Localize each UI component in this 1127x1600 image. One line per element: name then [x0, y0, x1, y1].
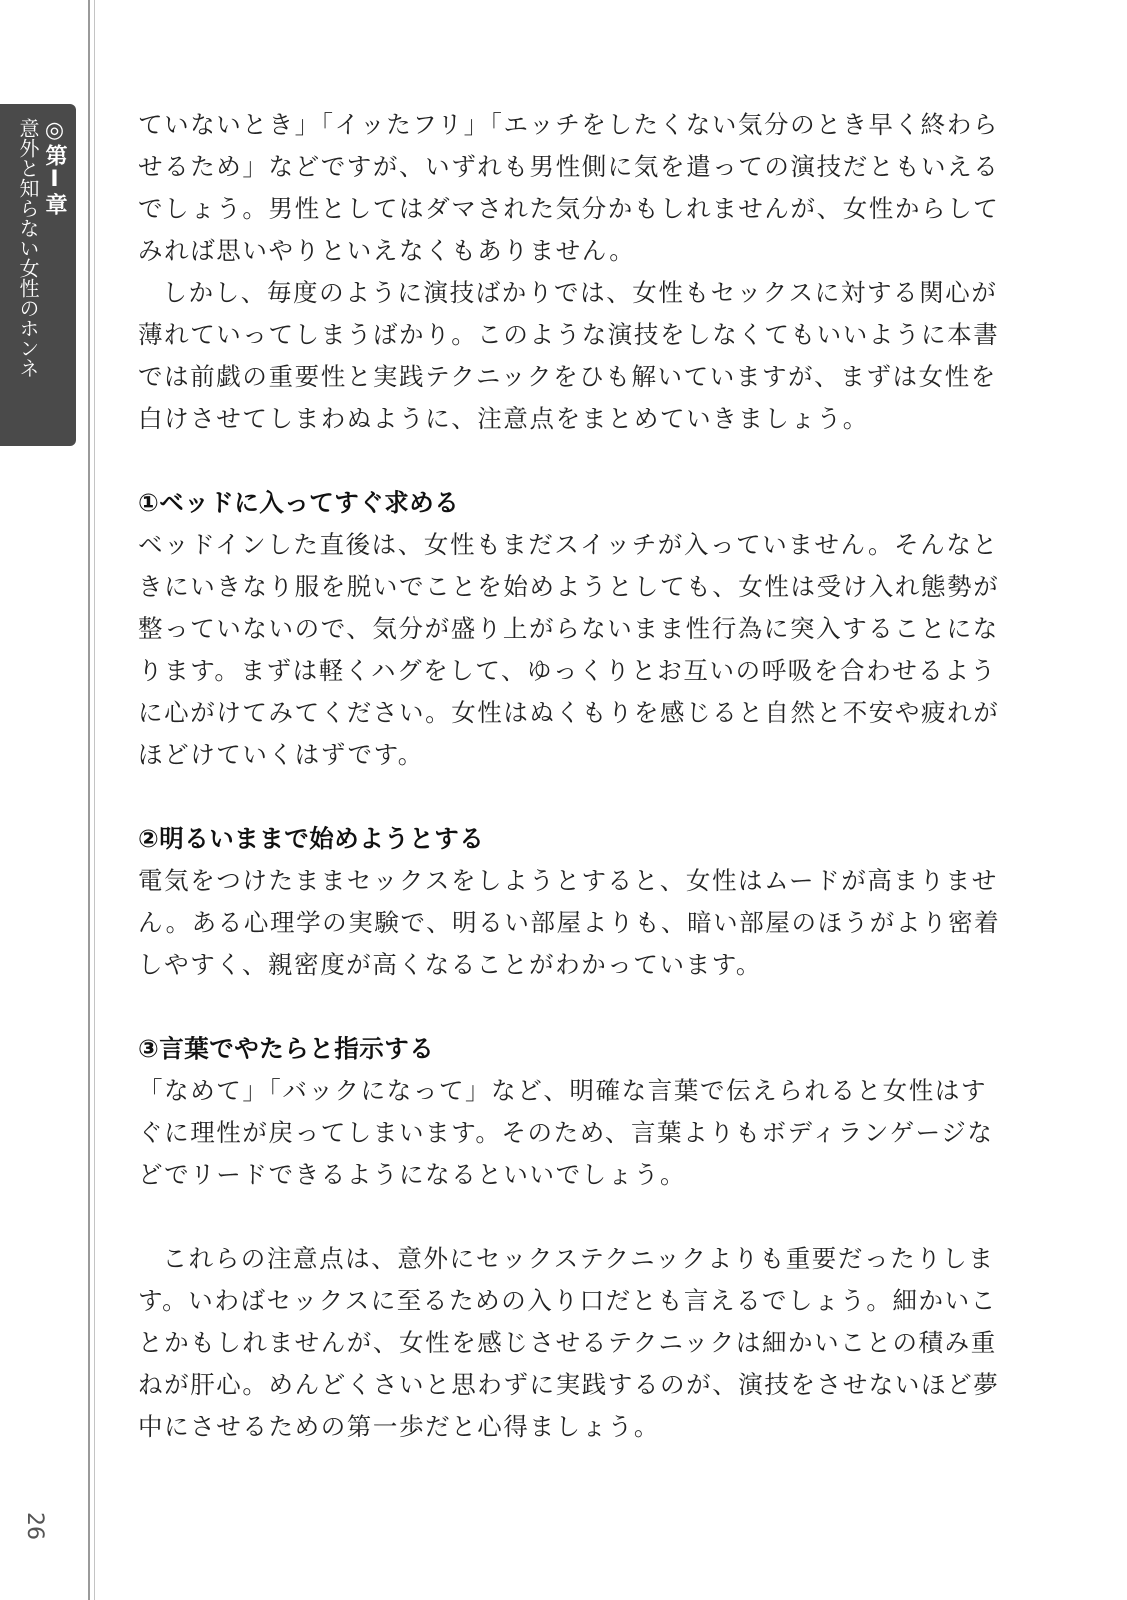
spacer — [138, 440, 1002, 482]
section-body-3: 「なめて」「バックになって」など、明確な言葉で伝えられると女性はすぐに理性が戻ってしまいます。そのため、言葉よりもボディランゲージなどでリードできるようになるといいでしょう。 — [138, 1076, 994, 1189]
page-number: 26 — [22, 1512, 47, 1540]
section-heading-3: ③言葉でやたらと指示する — [138, 1034, 435, 1063]
chapter-tab — [0, 104, 76, 446]
paragraph-intro-2: しかし、毎度のように演技ばかりでは、女性もセックスに対する関心が薄れていってしまうばかり。このような演技をしなくてもいいように本書では前戯の重要性と実践テクニックをひも解いていますが、まずは女性を白けさせてしまわぬように、注意点をまとめていきましょう。 — [138, 278, 1000, 433]
section-heading-2: ②明るいままで始めようとする — [138, 824, 485, 853]
chapter-label: ◎第Ⅰ章 — [42, 118, 67, 216]
paragraph-closing: これらの注意点は、意外にセックステクニックよりも重要だったりします。いわばセックスに至るための入り口だとも言えるでしょう。細かいことかもしれませんが、女性を感じさせるテクニックは細かいことの積み重ねが肝心。めんどくさいと思わずに実践するのが、演技をさせないほど夢中にさせるための第一歩だと心得ましょう。 — [138, 1244, 1000, 1441]
spacer — [138, 1196, 1002, 1238]
main-text — [138, 104, 1002, 1448]
section-body-2: 電気をつけたままセックスをしようとすると、女性はムードが高まりません。ある心理学の実験で、明るい部屋よりも、暗い部屋のほうがより密着しやすく、親密度が高くなることがわかっています。 — [138, 866, 1001, 979]
section-heading-1: ①ベッドに入ってすぐ求める — [138, 488, 460, 517]
chapter-title: 意外と知らない女性のホンネ — [16, 118, 40, 378]
section-body-1: ベッドインした直後は、女性もまだスイッチが入っていません。そんなときにいきなり服を脱いでことを始めようとしても、女性は受け入れ態勢が整っていないので、気分が盛り上がらないまま性行為に突入することになります。まずは軽くハグをして、ゆっくりとお互いの呼吸を合わせるように心がけてみてください。女性はぬくもりを感じると自然と不安や疲れがほどけていくはずです。 — [138, 530, 1000, 769]
paragraph-intro-1: ていないとき」「イッたフリ」「エッチをしたくない気分のとき早く終わらせるため」などですが、いずれも男性側に気を遣っての演技だともいえるでしょう。男性としてはダマされた気分かもしれませんが、女性からしてみれば思いやりといえなくもありません。 — [138, 110, 1000, 265]
margin-rule-thin — [94, 0, 95, 1600]
spacer — [138, 986, 1002, 1028]
margin-rule — [88, 0, 90, 1600]
spacer — [138, 776, 1002, 818]
